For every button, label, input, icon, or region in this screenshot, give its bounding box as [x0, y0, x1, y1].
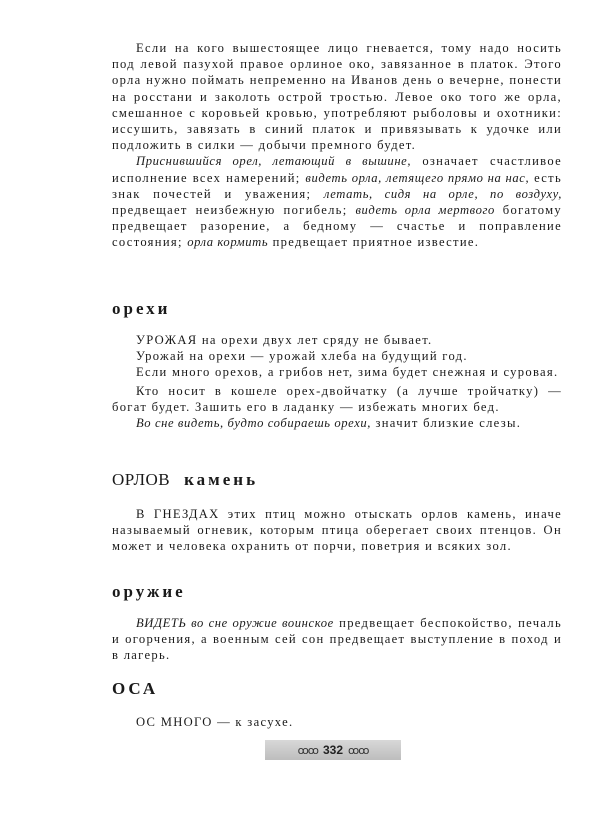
section-orlov-kamen [112, 469, 562, 491]
osa-body [112, 714, 562, 730]
orel-continuation [112, 40, 562, 251]
text-run: означает счастливое исполнение всех намерений; [112, 154, 562, 185]
section-heading [112, 469, 562, 491]
page-number-ornament [265, 740, 401, 760]
text-run: есть знак почестей и уважения; [112, 170, 563, 201]
italic-phrase: ВИДЕТЬ во сне оружие воинское [136, 616, 334, 630]
orehi-body [112, 332, 562, 431]
orehi-paragraph-3: Если много орехов, а грибов нет, зима будет снежная и суровая. [136, 365, 559, 380]
section-osa [112, 678, 562, 700]
orehi-paragraph-1: УРОЖАЯ на орехи двух лет сряду не бывает. [136, 333, 433, 347]
orehi-paragraph-2: Урожай на орехи — урожай хлеба на будущий год. [136, 349, 468, 364]
section-orehi [112, 298, 562, 320]
osa-paragraph-1: ОС МНОГО — к засухе. [136, 715, 294, 729]
italic-phrase: видеть орла, летящего прямо на нас, [305, 170, 530, 185]
text-run: значит близкие слезы. [371, 416, 522, 431]
text-run: предвещает приятное известие. [268, 235, 480, 250]
text-run: предвещает беспокойство, печаль и огорчения, а военным сей сон предвещает выступление в поход и в лагерь. [112, 616, 562, 663]
ornament-left-icon: ꝏꝏ [297, 743, 318, 757]
text-run: богатому предвещает разорение, а бедному — счастье и поправление состояния; [112, 203, 562, 250]
orlov-paragraph-1: В ГНЕЗДАХ этих птиц можно отыскать орлов камень, иначе называемый огневик, которым птица оберегает своих птенцов. Он может и человека охранить от порчи, поветрия и всяких зол. [112, 507, 562, 554]
italic-phrase: орла кормить [187, 235, 269, 250]
oruzhie-paragraph-1 [112, 615, 562, 664]
heading-word: ОРЛОВ [112, 470, 171, 489]
italic-phrase: Во сне видеть, будто собираешь орехи, [136, 416, 372, 431]
italic-phrase: видеть орла мертвого [355, 203, 495, 218]
orel-paragraph-2 [112, 153, 562, 250]
section-heading: орехи [112, 299, 171, 318]
heading-word: камень [184, 470, 259, 489]
italic-phrase: летать, сидя на орле, по воздуху, [323, 186, 562, 201]
section-heading: оружие [112, 582, 186, 601]
section-heading: ОСА [112, 679, 159, 698]
italic-phrase: Приснившийся орел, летающий в вышине, [136, 154, 412, 169]
oruzhie-body [112, 615, 562, 664]
orlov-body [112, 506, 562, 555]
section-oruzhie [112, 581, 562, 603]
text-run: предвещает неизбежную погибель; [112, 203, 356, 218]
orehi-paragraph-4: Кто носит в кошеле орех-двойчатку (а лучше тройчатку) — богат будет. Зашить его в ладанку — избежать многих бед. [112, 383, 562, 414]
ornament-right-icon: ꝏꝏ [348, 743, 369, 757]
orel-paragraph-1: Если на кого вышестоящее лицо гневается, тому надо носить под левой пазухой правое орлиное око, завязанное в платок. Этого орла нужно поймать непременно на Иванов день о вечерне, понести на росстани и заколоть острой тростью. Левое око того же орла, смешанное с коровьей кровью, употребляют рыболовы и охотники: иссушить, завязать в синий платок и привязывать к удочке или подложить в силки — добычи премного будет. [112, 41, 562, 153]
orehi-paragraph-5 [112, 415, 562, 431]
page-number: 332 [322, 743, 344, 757]
